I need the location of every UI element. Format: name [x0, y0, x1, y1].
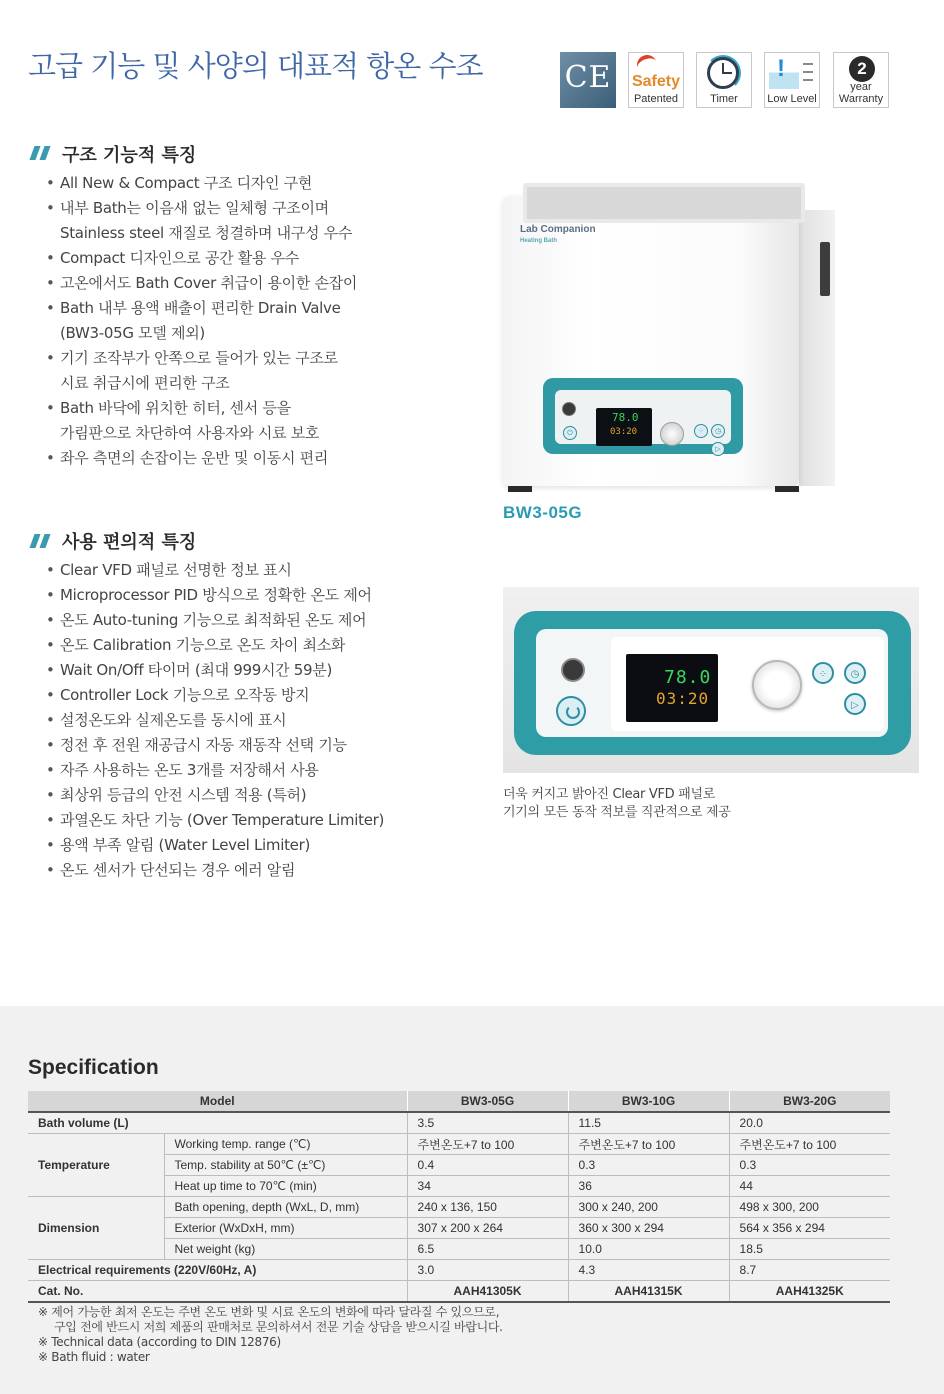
jog-dial-knob	[752, 660, 802, 710]
cell: AAH41325K	[729, 1281, 890, 1303]
list-item: • Bath 내부 용액 배출이 편리한 Drain Valve	[30, 296, 357, 321]
spec-table	[28, 1091, 890, 1303]
caption-line: 더욱 커지고 밝아진 Clear VFD 패널로	[503, 787, 715, 802]
list-item: • 온도 Auto-tuning 기능으로 최적화된 온도 제어	[30, 608, 384, 633]
list-item-continuation: 가림판으로 차단하여 사용자와 시료 보호	[60, 424, 320, 442]
section-title-structure: 구조 기능적 특징	[62, 145, 197, 166]
panel-caption	[503, 786, 731, 822]
mark-bar	[39, 146, 50, 160]
note-line: ※ Technical data (according to DIN 12876)	[38, 1335, 281, 1349]
lock-dial-icon	[562, 402, 576, 416]
structure-feature-list	[30, 171, 357, 471]
list-item: • 용액 부족 알림 (Water Level Limiter)	[30, 833, 384, 858]
exclamation-icon: !	[777, 55, 785, 82]
start-stop-icon: ▷	[844, 693, 866, 715]
safety-label: Safety	[631, 73, 681, 90]
spec-title: Specification	[28, 1056, 159, 1079]
row-label: Temp. stability at 50℃ (±℃)	[164, 1155, 407, 1176]
row-label: Cat. No.	[28, 1281, 407, 1303]
cell: AAH41315K	[568, 1281, 729, 1303]
tick	[803, 63, 813, 65]
water-level-icon	[769, 55, 815, 89]
group-label: Dimension	[28, 1197, 164, 1260]
row-label: Electrical requirements (220V/60Hz, A)	[28, 1260, 407, 1281]
list-item: • 설정온도와 실제온도를 동시에 표시	[30, 708, 384, 733]
lock-dial-icon	[561, 658, 585, 682]
cell: 0.4	[407, 1155, 568, 1176]
row-label: Exterior (WxDxH, mm)	[164, 1218, 407, 1239]
list-item: • Compact 디자인으로 공간 활용 우수	[30, 246, 357, 271]
warranty-number: 2	[849, 56, 875, 82]
timer-icon: ◷	[711, 424, 725, 438]
cell: 0.3	[568, 1155, 729, 1176]
list-item: • Controller Lock 기능으로 오작동 방지	[30, 683, 384, 708]
cell: 3.5	[407, 1112, 568, 1134]
cell: 20.0	[729, 1112, 890, 1134]
cell: 564 x 356 x 294	[729, 1218, 890, 1239]
brand-subtitle: Heating Bath	[520, 238, 558, 244]
table-row	[28, 1197, 890, 1218]
list-item: • 자주 사용하는 온도 3개를 저장해서 사용	[30, 758, 384, 783]
cell: 10.0	[568, 1239, 729, 1260]
bath-opening	[523, 183, 805, 223]
cell: 11.5	[568, 1112, 729, 1134]
timer-badge	[696, 52, 752, 108]
list-item: • Bath 바닥에 위치한 히터, 센서 등을	[30, 396, 357, 421]
row-label: Net weight (kg)	[164, 1239, 407, 1260]
list-item: • Wait On/Off 타이머 (최대 999시간 59분)	[30, 658, 384, 683]
ce-badge	[560, 52, 616, 108]
list-item-continuation: (BW3-05G 모델 제외)	[60, 324, 205, 342]
convenience-feature-list	[30, 558, 384, 883]
brand-name: Lab Companion	[520, 224, 596, 235]
list-item: • 최상위 등급의 안전 시스템 적용 (특허)	[30, 783, 384, 808]
list-item: • 온도 센서가 단선되는 경우 에러 알림	[30, 858, 384, 883]
row-label: Working temp. range (℃)	[164, 1134, 407, 1155]
list-item: • 정전 후 전원 재공급시 자동 재동작 선택 기능	[30, 733, 384, 758]
table-row	[28, 1281, 890, 1303]
header-col: BW3-20G	[729, 1091, 890, 1112]
foot	[775, 486, 799, 492]
table-row	[28, 1260, 890, 1281]
list-item: • 과열온도 차단 기능 (Over Temperature Limiter)	[30, 808, 384, 833]
row-label: Bath opening, depth (WxL, D, mm)	[164, 1197, 407, 1218]
start-stop-icon: ▷	[711, 442, 725, 456]
clock-icon	[707, 57, 739, 89]
warranty-label: Warranty	[838, 93, 884, 105]
list-item-continuation: Stainless steel 재질로 청결하며 내구성 우수	[60, 224, 353, 242]
list-item-continuation: 시료 취급시에 편리한 구조	[60, 374, 230, 392]
row-label: Bath volume (L)	[28, 1112, 407, 1134]
tick	[803, 71, 813, 73]
cell: 3.0	[407, 1260, 568, 1281]
list-item: • 좌우 측면의 손잡이는 운반 및 이동시 편리	[30, 446, 357, 471]
patented-label: Patented	[633, 93, 679, 105]
foot	[508, 486, 532, 492]
power-icon: ⏻	[563, 426, 577, 440]
cell: 360 x 300 x 294	[568, 1218, 729, 1239]
table-row	[28, 1112, 890, 1134]
list-item: • Clear VFD 패널로 선명한 정보 표시	[30, 558, 384, 583]
display-temperature: 78.0	[664, 667, 712, 688]
clock-hand	[722, 72, 732, 74]
group-label: Temperature	[28, 1134, 164, 1197]
note-line: ※ 제어 가능한 최저 온도는 주변 온도 변화 및 시료 온도의 변화에 따라 달라질 수 있으므로,	[38, 1305, 500, 1319]
cell: 0.3	[729, 1155, 890, 1176]
list-item: • All New & Compact 구조 디자인 구현	[30, 171, 357, 196]
list-item: • Microprocessor PID 방식으로 정확한 온도 제어	[30, 583, 384, 608]
header-model: Model	[28, 1091, 407, 1112]
vfd-display-large	[626, 654, 718, 722]
cell: AAH41305K	[407, 1281, 568, 1303]
cell: 8.7	[729, 1260, 890, 1281]
page-title: 고급 기능 및 사양의 대표적 항온 수조	[28, 49, 483, 83]
header-col: BW3-05G	[407, 1091, 568, 1112]
model-label: BW3-05G	[503, 503, 583, 522]
cell: 34	[407, 1176, 568, 1197]
header-col: BW3-10G	[568, 1091, 729, 1112]
low-level-label: Low Level	[767, 93, 817, 105]
cell: 4.3	[568, 1260, 729, 1281]
cell: 18.5	[729, 1239, 890, 1260]
note-line: 구입 전에 반드시 저희 제품의 판매처로 문의하셔서 전문 기술 상담을 받으시길 바랍니다.	[54, 1320, 503, 1334]
cell: 498 x 300, 200	[729, 1197, 890, 1218]
section-mark-icon	[30, 146, 52, 160]
spec-notes	[38, 1305, 503, 1365]
cell: 주변온도+7 to 100	[407, 1134, 568, 1155]
preset-icon: ⁘	[694, 424, 708, 438]
cell: 36	[568, 1176, 729, 1197]
cell: 주변온도+7 to 100	[568, 1134, 729, 1155]
tick	[803, 79, 813, 81]
display-time: 03:20	[610, 427, 638, 437]
section-mark-icon	[30, 534, 52, 548]
cell: 주변온도+7 to 100	[729, 1134, 890, 1155]
list-item: • 내부 Bath는 이음새 없는 일체형 구조이며	[30, 196, 357, 221]
display-time: 03:20	[656, 689, 710, 708]
list-item: • 고온에서도 Bath Cover 취급이 용이한 손잡이	[30, 271, 357, 296]
vfd-display	[596, 408, 652, 446]
timer-icon: ◷	[844, 662, 866, 684]
warranty-badge	[833, 52, 889, 108]
ce-mark-icon: CE	[564, 60, 612, 95]
low-level-badge	[764, 52, 820, 108]
side-handle	[820, 242, 830, 296]
cell: 44	[729, 1176, 890, 1197]
list-item: • 기기 조작부가 안쪽으로 들어가 있는 구조로	[30, 346, 357, 371]
table-row	[28, 1134, 890, 1155]
list-item: • 온도 Calibration 기능으로 온도 차이 최소화	[30, 633, 384, 658]
warranty-year: year	[850, 81, 872, 93]
cell: 307 x 200 x 264	[407, 1218, 568, 1239]
section-title-convenience: 사용 편의적 특징	[62, 532, 197, 553]
preset-icon: ⁘	[812, 662, 834, 684]
cell: 6.5	[407, 1239, 568, 1260]
note-line: ※ Bath fluid : water	[38, 1350, 150, 1364]
safety-patented-badge	[628, 52, 684, 108]
cell: 300 x 240, 200	[568, 1197, 729, 1218]
cell: 240 x 136, 150	[407, 1197, 568, 1218]
power-icon	[556, 696, 586, 726]
table-header	[28, 1091, 890, 1112]
timer-label: Timer	[710, 93, 738, 105]
display-temperature: 78.0	[612, 411, 639, 424]
row-label: Heat up time to 70℃ (min)	[164, 1176, 407, 1197]
caption-line: 기기의 모든 동작 적보를 직관적으로 제공	[503, 805, 731, 820]
mark-bar	[39, 534, 50, 548]
jog-dial-knob	[660, 422, 684, 446]
